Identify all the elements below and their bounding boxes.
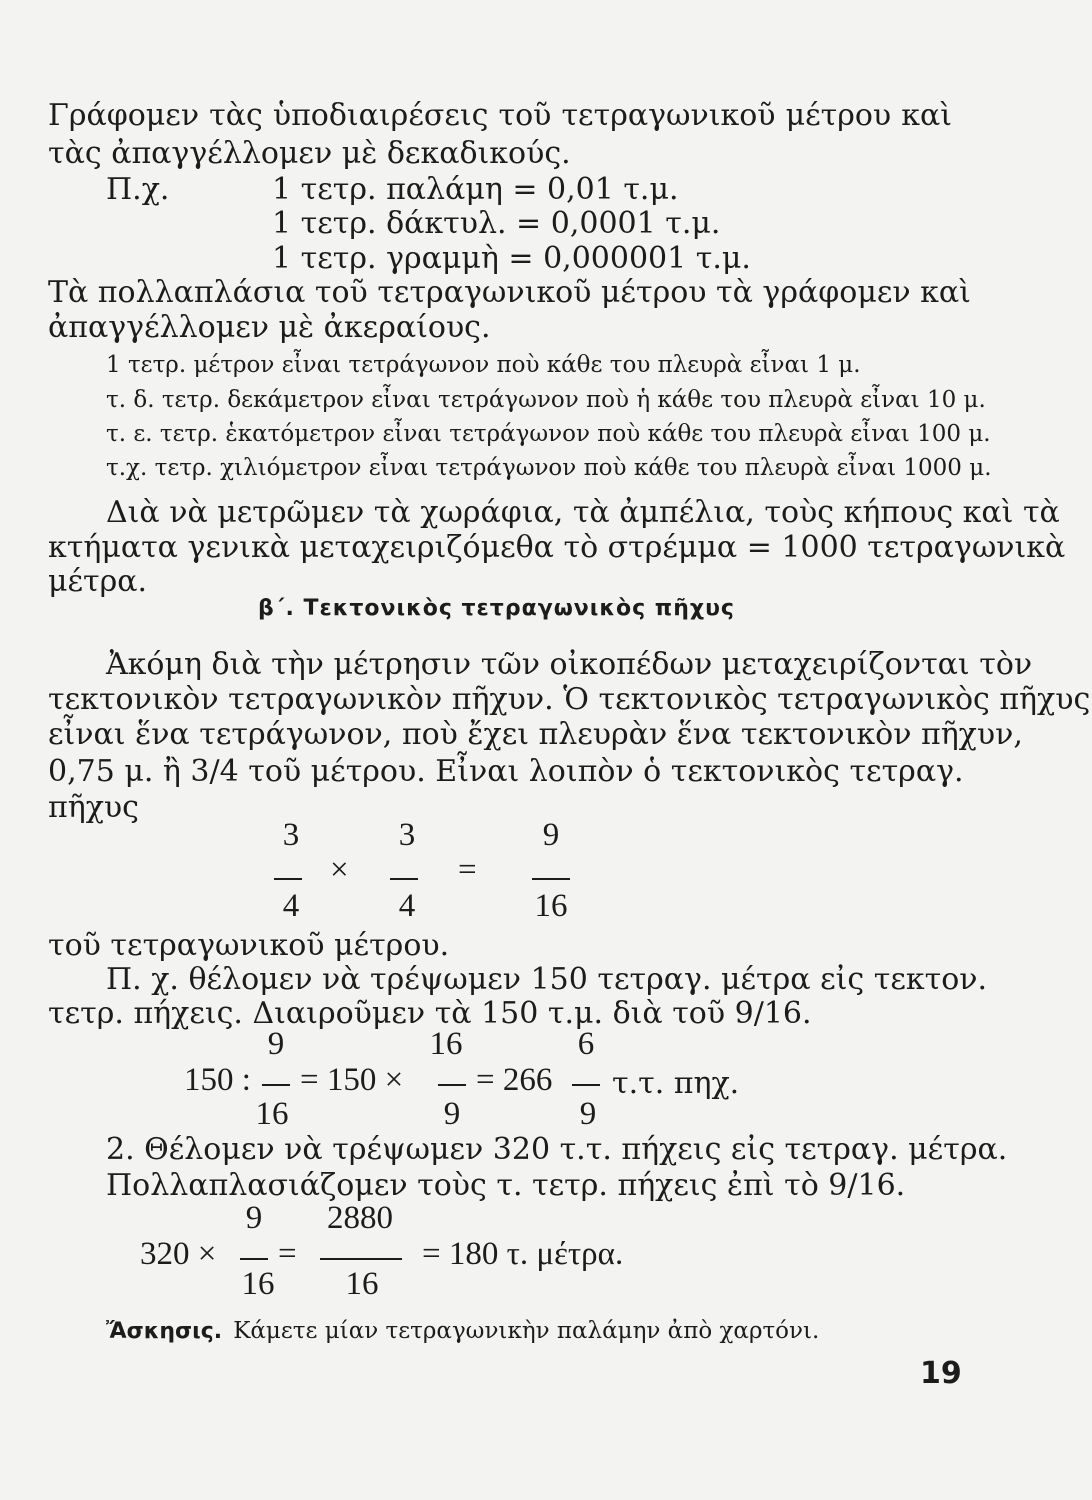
numerator: 3 — [282, 817, 300, 853]
fields-line-2: κτήματα γενικὰ μεταχειριζόμεθα τὸ στρέμμα = 1000 τετραγωνικὰ — [48, 530, 1066, 565]
fraction-bar — [262, 1084, 290, 1086]
fraction-bar — [390, 878, 418, 880]
denominator: 4 — [282, 888, 300, 924]
equation-suffix: τοῦ τετραγωνικοῦ μέτρου. — [48, 928, 450, 963]
equals-term: = 266 — [476, 1062, 553, 1098]
fields-line-3: μέτρα. — [48, 564, 148, 599]
multiples-line-2: ἀπαγγέλλομεν μὲ ἀκεραίους. — [48, 310, 491, 345]
equals-sign: = — [458, 852, 477, 888]
intro-line-1: Γράφομεν τὰς ὑποδιαιρέσεις τοῦ τετραγωνικοῦ μέτρου καὶ — [48, 98, 952, 133]
fields-line-1: Διὰ νὰ μετρῶμεν τὰ χωράφια, τὰ ἀμπέλια, τοὺς κήπους καὶ τὰ — [106, 495, 1060, 530]
fraction-bar — [572, 1084, 600, 1086]
fraction-bar — [274, 878, 302, 880]
cubit-line-1: Ἀκόμη διὰ τὴν μέτρησιν τῶν οἰκοπέδων μεταχειρίζονται τὸν — [106, 647, 1033, 682]
definition-line: τ. δ. τετρ. δεκάμετρον εἶναι τετράγωνον ποὺ ἡ κάθε του πλευρὰ εἶναι 10 μ. — [106, 387, 986, 413]
numerator: 16 — [429, 1026, 463, 1062]
examples-label: Π.χ. — [106, 172, 170, 207]
denominator: 16 — [534, 888, 568, 924]
numerator: 3 — [398, 817, 416, 853]
cubit-line-4: 0,75 μ. ἢ 3/4 τοῦ μέτρου. Εἶναι λοιπὸν ὁ τεκτονικὸς τετραγ. — [48, 754, 964, 789]
denominator: 16 — [241, 1266, 275, 1302]
denominator: 16 — [255, 1096, 289, 1132]
exercise — [106, 1318, 819, 1344]
exercise-text: Κάμετε μίαν τετραγωνικὴν παλάμην ἀπὸ χαρτόνι. — [233, 1318, 820, 1344]
exercise-label: Ἄσκησις. — [106, 1319, 223, 1344]
cubit-line-2: τεκτονικὸν τετραγωνικὸν πῆχυν. Ὁ τεκτονικὸς τετραγωνικὸς πῆχυς — [48, 682, 1091, 717]
denominator: 16 — [345, 1266, 379, 1302]
example1-line-1: Π. χ. θέλομεν νὰ τρέψωμεν 150 τετραγ. μέτρα εἰς τεκτον. — [106, 962, 988, 997]
unit-label: τ.τ. πηχ. — [612, 1066, 740, 1101]
example2-line-1: 2. Θέλομεν νὰ τρέψωμεν 320 τ.τ. πήχεις εἰς τετραγ. μέτρα. — [106, 1132, 1008, 1167]
example1-line-2: τετρ. πήχεις. Διαιροῦμεν τὰ 150 τ.μ. διὰ τοῦ 9/16. — [48, 996, 812, 1031]
numerator: 2880 — [327, 1200, 393, 1236]
example-item: 1 τετρ. γραμμὴ = 0,000001 τ.μ. — [272, 241, 751, 276]
numerator: 6 — [577, 1026, 595, 1062]
equals-term: = 150 × — [300, 1062, 404, 1098]
fraction-bar — [240, 1258, 268, 1260]
page-number: 19 — [920, 1356, 962, 1391]
fraction-bar — [320, 1258, 402, 1260]
definition-line: 1 τετρ. μέτρον εἶναι τετράγωνον ποὺ κάθε του πλευρὰ εἶναι 1 μ. — [106, 352, 861, 378]
section-heading: β΄. Τεκτονικὸς τετραγωνικὸς πῆχυς — [258, 596, 735, 621]
multiplicand: 320 × — [140, 1236, 217, 1272]
result: = 180 τ. μέτρα. — [422, 1236, 624, 1272]
denominator: 9 — [443, 1096, 461, 1132]
denominator: 4 — [398, 888, 416, 924]
times-sign: × — [330, 852, 349, 888]
multiples-line-1: Τὰ πολλαπλάσια τοῦ τετραγωνικοῦ μέτρου τὰ γράφομεν καὶ — [48, 275, 971, 310]
numerator: 9 — [245, 1200, 263, 1236]
example2-line-2: Πολλαπλασιάζομεν τοὺς τ. τετρ. πήχεις ἐπὶ τὸ 9/16. — [106, 1168, 906, 1203]
fraction-bar — [438, 1084, 466, 1086]
denominator: 9 — [579, 1096, 597, 1132]
numerator: 9 — [542, 817, 560, 853]
cubit-line-5: πῆχυς — [48, 790, 139, 825]
dividend: 150 : — [184, 1062, 251, 1098]
cubit-line-3: εἶναι ἕνα τετράγωνον, ποὺ ἔχει πλευρὰν ἕνα τεκτονικὸν πῆχυν, — [48, 717, 1023, 752]
intro-line-2: τὰς ἀπαγγέλλομεν μὲ δεκαδικούς. — [48, 136, 571, 171]
definition-line: τ.χ. τετρ. χιλιόμετρον εἶναι τετράγωνον ποὺ κάθε του πλευρὰ εἶναι 1000 μ. — [106, 455, 992, 481]
definition-line: τ. ε. τετρ. ἑκατόμετρον εἶναι τετράγωνον ποὺ κάθε του πλευρὰ εἶναι 100 μ. — [106, 421, 991, 447]
example-item: 1 τετρ. παλάμη = 0,01 τ.μ. — [272, 172, 679, 207]
example-item: 1 τετρ. δάκτυλ. = 0,0001 τ.μ. — [272, 206, 721, 241]
fraction-bar — [532, 878, 570, 880]
equals-sign: = — [278, 1236, 297, 1272]
numerator: 9 — [267, 1026, 285, 1062]
